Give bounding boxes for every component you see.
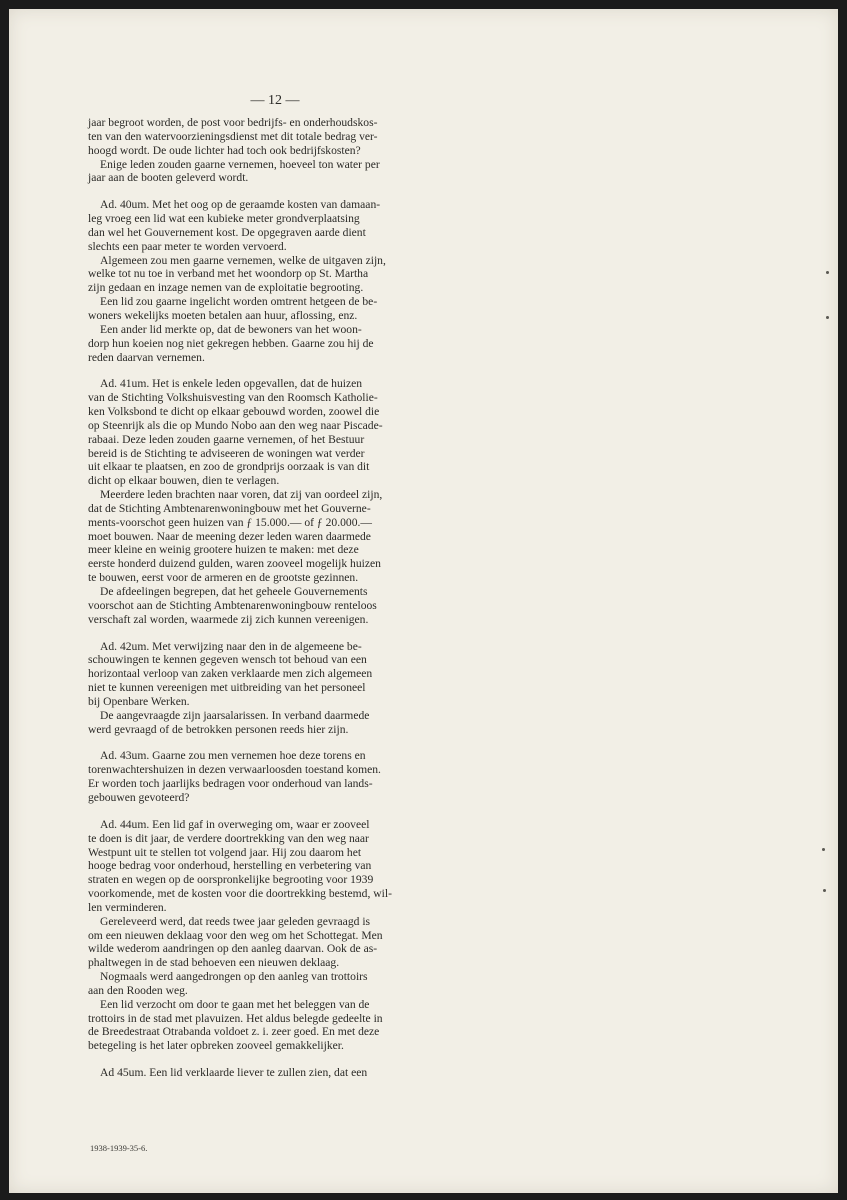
text-line: hoogd wordt. De oude lichter had toch ook bedrijfskosten? <box>88 143 361 157</box>
body-text <box>88 9 461 1080</box>
text-line: Ad. 42um. Met verwijzing naar den in de algemeene be- <box>100 639 362 653</box>
text-line: Ad. 40um. Met het oog op de geraamde kosten van damaan- <box>100 198 381 212</box>
text-line: gebouwen gevoteerd? <box>88 790 190 804</box>
text-line: wilde wederom aandringen op den aanleg daarvan. Ook de as- <box>88 942 378 956</box>
text-line: dat de Stichting Ambtenarenwoningbouw met het Gouverne- <box>88 501 371 515</box>
page-number: — 12 — <box>250 93 300 108</box>
text-line: voorkomende, met de kosten voor die doortrekking bestemd, wil- <box>88 887 392 901</box>
text-line: uit elkaar te plaatsen, en zoo de grondprijs oorzaak is van dit <box>88 460 370 474</box>
text-line: rabaai. Deze leden zouden gaarne vernemen, of het Bestuur <box>88 432 365 446</box>
text-line: schouwingen te kennen gegeven wensch tot behoud van een <box>88 653 367 667</box>
text-line: De aangevraagde zijn jaarsalarissen. In verband daarmede <box>100 708 370 722</box>
text-line: te doen is dit jaar, de verdere doortrekking van den weg naar <box>88 831 369 845</box>
text-line: jaar aan de booten geleverd wordt. <box>88 171 249 185</box>
text-line: straten en wegen op de oorspronkelijke begrooting voor 1939 <box>88 873 374 887</box>
text-line: op Steenrijk als die op Mundo Nobo aan den weg naar Piscade- <box>88 418 383 432</box>
text-line: werd gevraagd of de betrokken personen reeds hier zijn. <box>88 722 349 736</box>
text-line: dicht op elkaar bouwen, dien te verlagen. <box>88 474 280 488</box>
text-line: de Breedestraat Otrabanda voldoet z. i. zeer goed. En met deze <box>88 1025 380 1039</box>
text-line: voorschot aan de Stichting Ambtenarenwoningbouw renteloos <box>88 598 377 612</box>
text-line: zijn gedaan en inzage nemen van de exploitatie begrooting. <box>88 281 364 295</box>
text-line: ments-voorschot geen huizen van ƒ 15.000.— of ƒ 20.000.— <box>88 515 372 529</box>
text-line: len verminderen. <box>88 900 167 914</box>
text-line: hooge bedrag voor onderhoud, herstelling en verbetering van <box>88 859 372 873</box>
text-line: De afdeelingen begrepen, dat het geheele Gouvernements <box>100 585 368 598</box>
text-line: moet bouwen. Naar de meening dezer leden waren daarmede <box>88 529 371 543</box>
text-line: reden daarvan vernemen. <box>88 350 205 364</box>
text-line: torenwachtershuizen in dezen verwaarloosden toestand komen. <box>88 763 381 777</box>
text-line: Gereleveerd werd, dat reeds twee jaar geleden gevraagd is <box>100 914 371 928</box>
text-line: woners wekelijks moeten betalen aan huur, aflossing, enz. <box>88 308 358 322</box>
text-line: phaltwegen in de stad behoeven een nieuwen deklaag. <box>88 956 340 970</box>
margin-mark <box>826 271 829 274</box>
print-reference: 1938-1939-35-6. <box>90 1143 148 1153</box>
text-line: ten van den watervoorzieningsdienst met dit totale bedrag ver- <box>88 129 378 143</box>
text-line: om een nieuwen deklaag voor den weg om het Schottegat. Men <box>88 928 383 942</box>
text-line: dorp hun koeien nog niet gekregen hebben. Gaarne zou hij de <box>88 336 374 350</box>
text-line: ken Volksbond te dicht op elkaar gebouwd worden, zoowel die <box>88 405 380 419</box>
text-line: Ad. 44um. Een lid gaf in overweging om, waar er zooveel <box>100 817 370 831</box>
text-line: jaar begroot worden, de post voor bedrijfs- en onderhoudskos- <box>88 116 378 129</box>
text-line: van de Stichting Volkshuisvesting van den Roomsch Katholie- <box>88 391 378 405</box>
text-line: dan wel het Gouvernement kost. De opgegraven aarde dient <box>88 225 366 239</box>
text-line: meer kleine en weinig grootere huizen te maken: met deze <box>88 543 359 557</box>
text-line: slechts een paar meter te worden vervoerd. <box>88 239 287 253</box>
text-line: leg vroeg een lid wat een kubieke meter grondverplaatsing <box>88 212 360 226</box>
text-line: bij Openbare Werken. <box>88 694 190 708</box>
document-page <box>9 9 838 1193</box>
text-line: Ad 45um. Een lid verklaarde liever te zullen zien, dat een <box>100 1066 368 1080</box>
text-line: bereid is de Stichting te adviseeren de woningen wat verder <box>88 446 365 460</box>
text-line: Er worden toch jaarlijks bedragen voor onderhoud van lands- <box>88 777 373 791</box>
text-line: Een lid zou gaarne ingelicht worden omtrent hetgeen de be- <box>100 295 378 309</box>
text-line: Een lid verzocht om door te gaan met het beleggen van de <box>100 997 370 1011</box>
text-line: Ad. 43um. Gaarne zou men vernemen hoe deze torens en <box>100 749 366 763</box>
text-line: te bouwen, eerst voor de armeren en de grootste gezinnen. <box>88 571 359 585</box>
text-line: aan den Rooden weg. <box>88 983 188 997</box>
text-line: betegeling is het later opbreken zooveel gemakkelijker. <box>88 1039 344 1053</box>
text-line: eerste honderd duizend gulden, waren zooveel mogelijk huizen <box>88 557 381 571</box>
margin-mark <box>826 316 829 319</box>
text-line: Algemeen zou men gaarne vernemen, welke de uitgaven zijn, <box>100 253 386 267</box>
text-line: Nogmaals werd aangedrongen op den aanleg van trottoirs <box>100 970 368 984</box>
text-line: Een ander lid merkte op, dat de bewoners van het woon- <box>100 322 362 336</box>
text-line: Meerdere leden brachten naar voren, dat zij van oordeel zijn, <box>100 488 383 502</box>
text-line: Westpunt uit te stellen tot volgend jaar. Hij zou daarom het <box>88 845 362 859</box>
text-line: horizontaal verloop van zaken verklaarde men zich algemeen <box>88 667 373 681</box>
text-line: verschaft zal worden, waarmede zij zich kunnen vereenigen. <box>88 612 369 626</box>
text-line: Enige leden zouden gaarne vernemen, hoeveel ton water per <box>100 157 380 171</box>
text-line: trottoirs in de stad met plavuizen. Het aldus belegde gedeelte in <box>88 1011 383 1025</box>
text-line: niet te kunnen vereenigen met uitbreiding van het personeel <box>88 681 366 695</box>
text-line: Ad. 41um. Het is enkele leden opgevallen, dat de huizen <box>100 377 363 391</box>
margin-mark <box>822 848 825 851</box>
text-line: welke tot nu toe in verband met het woondorp op St. Martha <box>88 267 369 281</box>
margin-mark <box>823 889 826 892</box>
